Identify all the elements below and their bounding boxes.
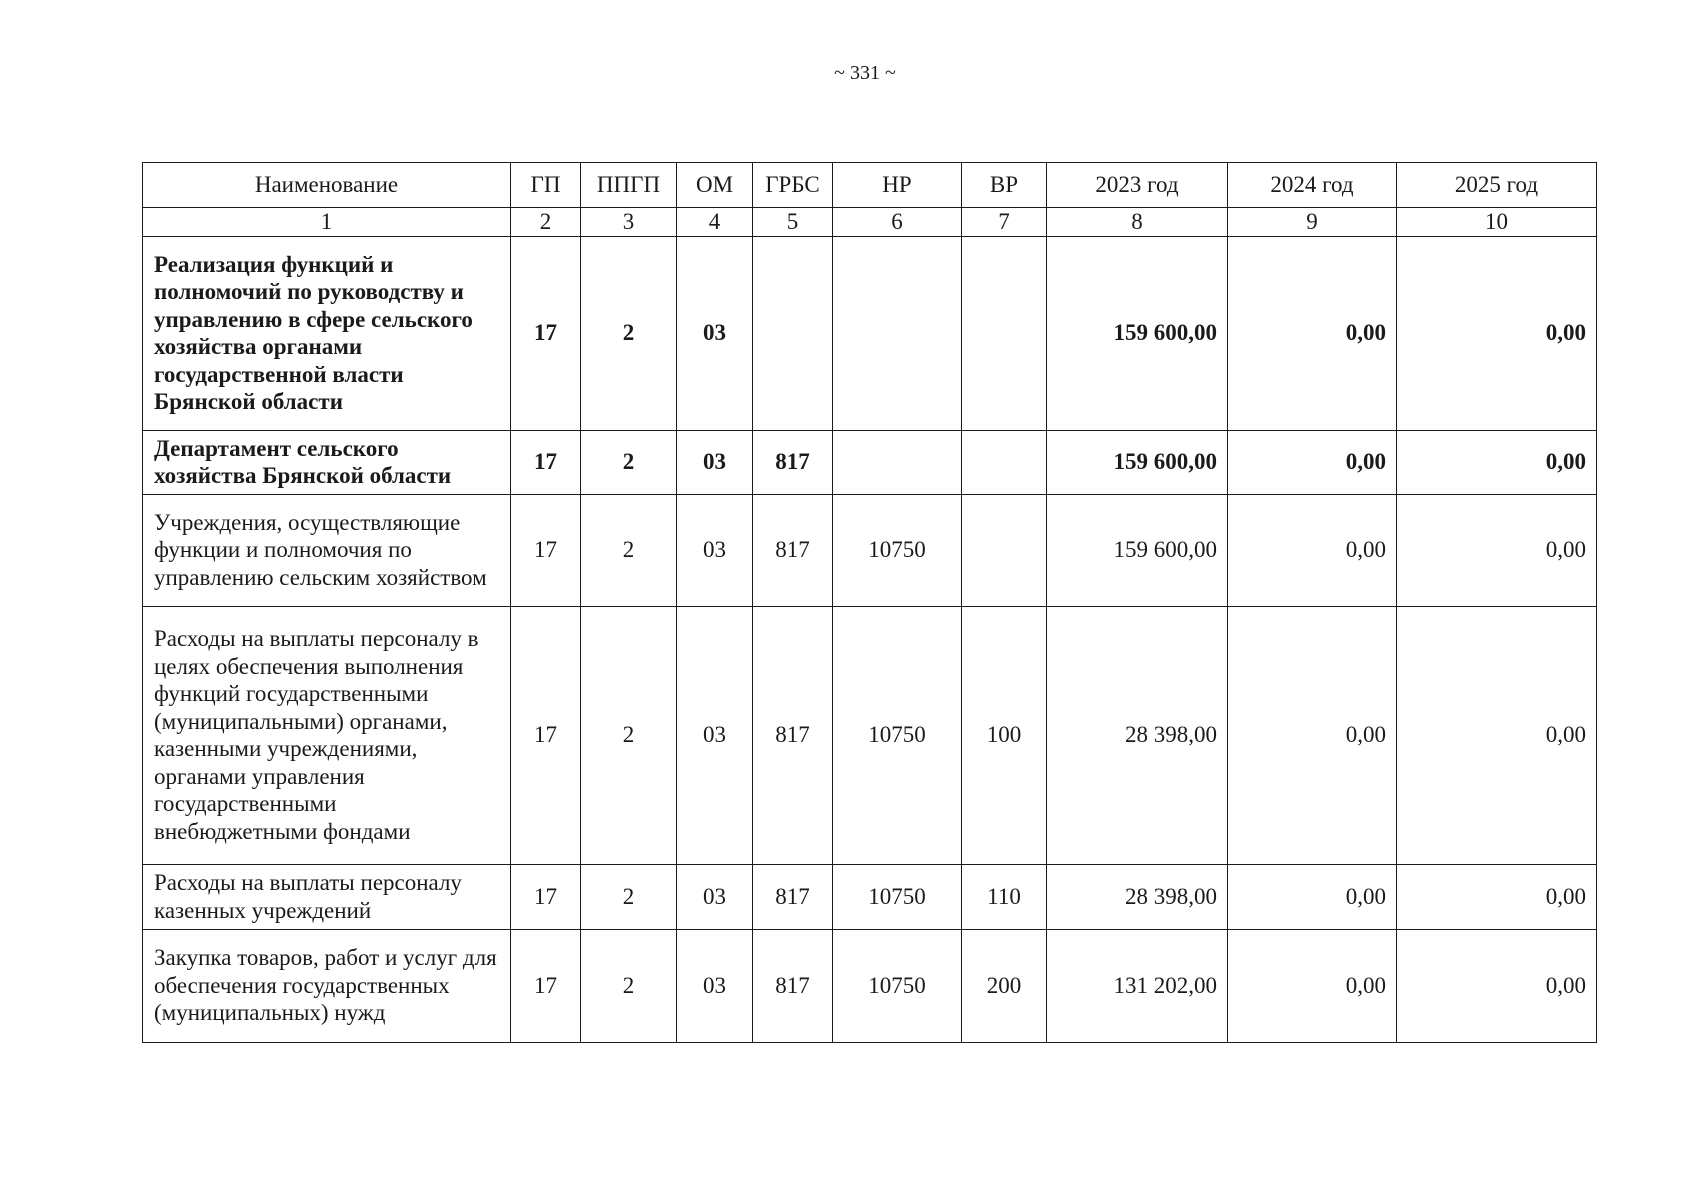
cell-grbs: 817	[753, 494, 833, 606]
column-number: 2	[511, 208, 581, 237]
cell-ppgp: 2	[581, 430, 677, 494]
cell-2024: 0,00	[1228, 236, 1397, 430]
cell-grbs: 817	[753, 606, 833, 864]
cell-grbs: 817	[753, 430, 833, 494]
cell-ppgp: 2	[581, 494, 677, 606]
cell-2025: 0,00	[1397, 606, 1597, 864]
cell-ppgp: 2	[581, 236, 677, 430]
column-number: 5	[753, 208, 833, 237]
cell-vr: 100	[962, 606, 1047, 864]
cell-ppgp: 2	[581, 929, 677, 1042]
cell-om: 03	[677, 236, 753, 430]
column-number: 8	[1047, 208, 1228, 237]
column-header-ppgp: ППГП	[581, 163, 677, 208]
row-name: Реализация функций и полномочий по руководству и управлению в сфере сельского хозяйства органами государственной власти Брянской области	[143, 236, 511, 430]
cell-nr	[833, 236, 962, 430]
table-row	[143, 606, 1597, 864]
cell-ppgp: 2	[581, 606, 677, 864]
column-header-name: Наименование	[143, 163, 511, 208]
cell-ppgp: 2	[581, 864, 677, 929]
cell-2024: 0,00	[1228, 430, 1397, 494]
cell-2025: 0,00	[1397, 236, 1597, 430]
cell-nr: 10750	[833, 494, 962, 606]
budget-table	[142, 162, 1597, 1043]
cell-gp: 17	[511, 864, 581, 929]
row-name: Закупка товаров, работ и услуг для обеспечения государственных (муниципальных) нужд	[143, 929, 511, 1042]
cell-gp: 17	[511, 236, 581, 430]
cell-2023: 159 600,00	[1047, 494, 1228, 606]
column-number: 10	[1397, 208, 1597, 237]
cell-2025: 0,00	[1397, 494, 1597, 606]
cell-om: 03	[677, 494, 753, 606]
cell-2025: 0,00	[1397, 864, 1597, 929]
cell-nr: 10750	[833, 606, 962, 864]
cell-2024: 0,00	[1228, 494, 1397, 606]
cell-gp: 17	[511, 494, 581, 606]
cell-vr	[962, 430, 1047, 494]
column-number: 9	[1228, 208, 1397, 237]
row-name: Департамент сельского хозяйства Брянской области	[143, 430, 511, 494]
table-header-row	[143, 163, 1597, 208]
cell-vr: 200	[962, 929, 1047, 1042]
cell-grbs	[753, 236, 833, 430]
table-row	[143, 494, 1597, 606]
column-header-grbs: ГРБС	[753, 163, 833, 208]
column-header-nr: НР	[833, 163, 962, 208]
column-header-2024: 2024 год	[1228, 163, 1397, 208]
column-number: 6	[833, 208, 962, 237]
column-header-om: ОМ	[677, 163, 753, 208]
cell-nr: 10750	[833, 864, 962, 929]
column-number-row	[143, 208, 1597, 237]
cell-gp: 17	[511, 606, 581, 864]
cell-2024: 0,00	[1228, 606, 1397, 864]
cell-2023: 159 600,00	[1047, 430, 1228, 494]
cell-nr	[833, 430, 962, 494]
cell-2024: 0,00	[1228, 864, 1397, 929]
table-row	[143, 236, 1597, 430]
page-number: ~ 331 ~	[834, 62, 896, 84]
table-row	[143, 430, 1597, 494]
cell-vr	[962, 494, 1047, 606]
cell-grbs: 817	[753, 929, 833, 1042]
column-number: 4	[677, 208, 753, 237]
cell-2025: 0,00	[1397, 929, 1597, 1042]
column-header-gp: ГП	[511, 163, 581, 208]
row-name: Учреждения, осуществляющие функции и полномочия по управлению сельским хозяйством	[143, 494, 511, 606]
column-header-vr: ВР	[962, 163, 1047, 208]
cell-gp: 17	[511, 929, 581, 1042]
cell-om: 03	[677, 864, 753, 929]
table-row	[143, 864, 1597, 929]
cell-grbs: 817	[753, 864, 833, 929]
column-number: 7	[962, 208, 1047, 237]
column-header-2023: 2023 год	[1047, 163, 1228, 208]
cell-2023: 159 600,00	[1047, 236, 1228, 430]
column-number: 3	[581, 208, 677, 237]
cell-2023: 28 398,00	[1047, 864, 1228, 929]
cell-2023: 131 202,00	[1047, 929, 1228, 1042]
cell-2023: 28 398,00	[1047, 606, 1228, 864]
row-name: Расходы на выплаты персоналу казенных учреждений	[143, 864, 511, 929]
column-header-2025: 2025 год	[1397, 163, 1597, 208]
column-number: 1	[143, 208, 511, 237]
cell-vr: 110	[962, 864, 1047, 929]
cell-vr	[962, 236, 1047, 430]
cell-gp: 17	[511, 430, 581, 494]
table-row	[143, 929, 1597, 1042]
cell-2025: 0,00	[1397, 430, 1597, 494]
cell-om: 03	[677, 430, 753, 494]
cell-om: 03	[677, 606, 753, 864]
row-name: Расходы на выплаты персоналу в целях обеспечения выполнения функций государственными (муниципальными) органами, казенными учреждениями, органами управления государственными внебюджетными фондами	[143, 606, 511, 864]
cell-2024: 0,00	[1228, 929, 1397, 1042]
cell-om: 03	[677, 929, 753, 1042]
cell-nr: 10750	[833, 929, 962, 1042]
